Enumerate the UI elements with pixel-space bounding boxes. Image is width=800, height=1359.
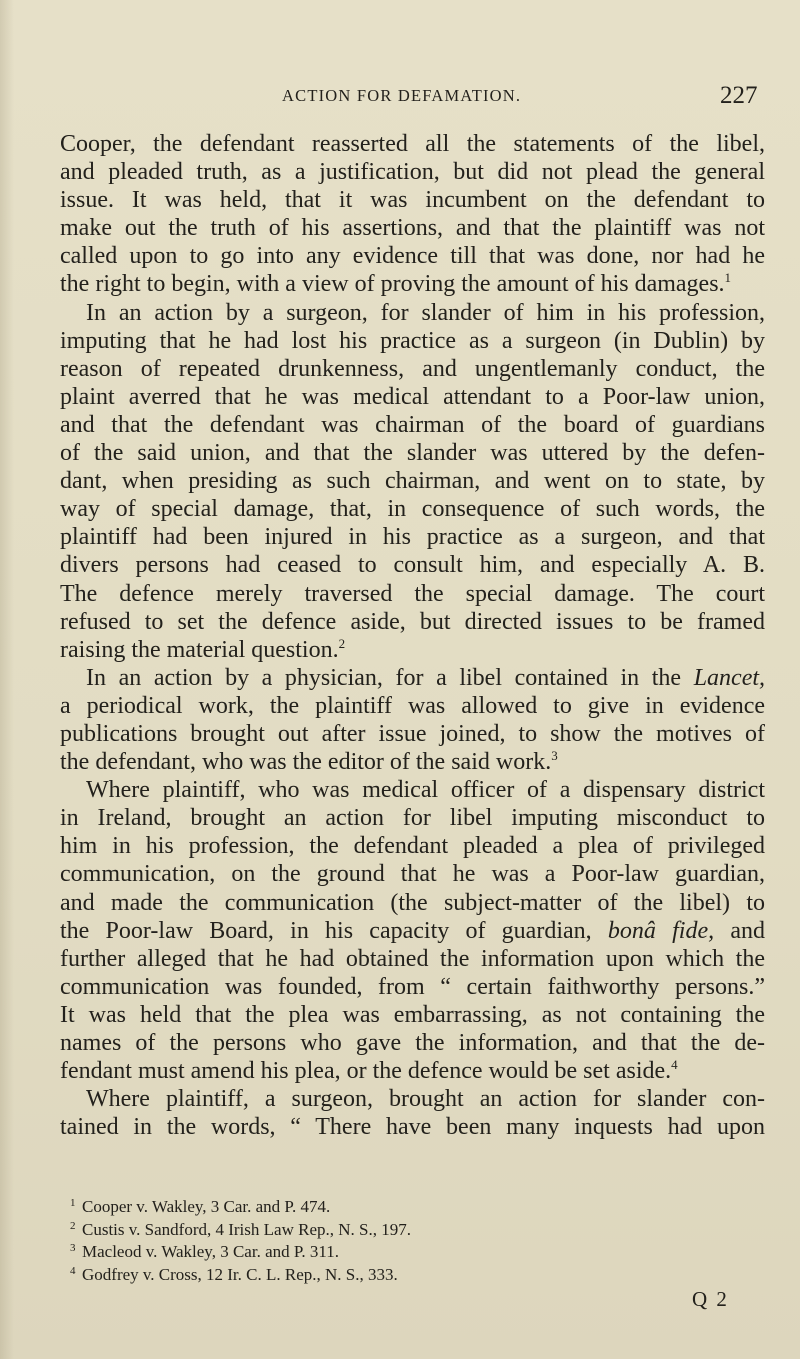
body-text	[60, 130, 765, 1141]
text-run: the defendant, who was the editor of the said work.	[60, 749, 552, 776]
text-line: dant, when presiding as such chairman, and went on to state, by	[60, 468, 765, 495]
running-title: ACTION FOR DEFAMATION.	[282, 86, 522, 105]
text-line: and that the defendant was chairman of the board of guardians	[60, 411, 765, 438]
text-line: way of special damage, that, in consequence of such words, the	[60, 496, 765, 523]
text-line	[60, 748, 765, 776]
text-run: In an action by a physician, for a libel contained in the	[86, 664, 682, 691]
footnote	[60, 1264, 765, 1287]
italic-title: Lancet,	[693, 664, 766, 691]
text-line: Where plaintiff, who was medical officer of a dispensary district	[86, 777, 765, 804]
footnote-ref[interactable]: 4	[671, 1057, 678, 1073]
footnote-text: Custis v. Sandford, 4 Irish Law Rep., N. S., 197.	[82, 1219, 411, 1239]
page-number: 227	[720, 82, 758, 109]
text-run: and	[730, 917, 765, 944]
text-line: It was held that the plea was embarrassing, as not containing the	[60, 1001, 765, 1028]
footnote-text: Macleod v. Wakley, 3 Car. and P. 311.	[82, 1242, 340, 1261]
italic-phrase: bonâ fide,	[607, 917, 715, 944]
running-head	[0, 82, 800, 116]
footnote-number: 1	[70, 1197, 76, 1209]
text-line: reason of repeated drunkenness, and ungentlemanly conduct, the	[60, 355, 765, 382]
text-line	[60, 270, 765, 298]
signature-mark: Q 2	[692, 1287, 729, 1311]
footnote-number: 4	[70, 1264, 76, 1277]
text-line: and made the communication (the subject-matter of the libel) to	[60, 889, 765, 916]
footnote-text: Godfrey v. Cross, 12 Ir. C. L. Rep., N. S., 333.	[82, 1264, 398, 1284]
text-run: fendant must amend his plea, or the defence would be set aside.	[60, 1058, 672, 1085]
text-run: raising the material question.	[60, 636, 339, 663]
footnote	[60, 1196, 765, 1219]
text-line: issue. It was held, that it was incumbent on the defendant to	[60, 187, 765, 214]
text-line	[60, 917, 765, 945]
text-line: communication was founded, from “ certain faithworthy persons.”	[60, 973, 765, 1000]
footnote	[60, 1241, 765, 1264]
text-line: imputing that he had lost his practice as a surgeon (in Dublin) by	[60, 327, 765, 354]
text-line	[60, 664, 765, 692]
text-run: the Poor-law Board, in his capacity of guardian,	[60, 917, 592, 944]
text-line: him in his profession, the defendant pleaded a plea of privileged	[60, 833, 765, 860]
text-line: make out the truth of his assertions, and that the plaintiff was not	[60, 215, 765, 242]
text-line: divers persons had ceased to consult him, and especially A. B.	[60, 552, 765, 579]
text-line: communication, on the ground that he was a Poor-law guardian,	[60, 861, 765, 888]
text-line: in Ireland, brought an action for libel imputing misconduct to	[60, 805, 765, 832]
text-line: The defence merely traversed the special damage. The court	[60, 580, 765, 607]
text-line	[60, 636, 765, 664]
text-line: further alleged that he had obtained the information upon which the	[60, 945, 765, 972]
footnote-ref[interactable]: 1	[724, 270, 732, 286]
text-line: Where plaintiff, a surgeon, brought an action for slander con-	[86, 1086, 765, 1113]
text-line: refused to set the defence aside, but directed issues to be framed	[60, 608, 765, 635]
footnote-number: 2	[70, 1219, 76, 1232]
footnote-ref[interactable]: 2	[338, 635, 346, 651]
footnote-number: 3	[70, 1242, 76, 1254]
text-line: a periodical work, the plaintiff was allowed to give in evidence	[60, 692, 765, 719]
text-line: plaint averred that he was medical attendant to a Poor-law union,	[60, 383, 765, 410]
text-line: names of the persons who gave the information, and that the de-	[60, 1030, 765, 1056]
text-line: plaintiff had been injured in his practice as a surgeon, and that	[60, 524, 765, 551]
text-line: tained in the words, “ There have been many inquests had upon	[60, 1114, 765, 1141]
text-line: publications brought out after issue joined, to show the motives of	[60, 720, 765, 747]
text-line	[60, 1057, 765, 1085]
text-line: and pleaded truth, as a justification, but did not plead the general	[60, 159, 765, 186]
text-line: In an action by a surgeon, for slander of him in his profession,	[86, 299, 765, 326]
text-line: Cooper, the defendant reasserted all the statements of the libel,	[60, 131, 765, 157]
footnote-text: Cooper v. Wakley, 3 Car. and P. 474.	[82, 1197, 331, 1216]
text-line: of the said union, and that the slander was uttered by the defen-	[60, 440, 765, 467]
footnote-ref[interactable]: 3	[551, 748, 558, 764]
text-line: called upon to go into any evidence till that was done, nor had he	[60, 243, 765, 270]
text-run: the right to begin, with a view of proving the amount of his damages.	[60, 271, 725, 298]
footnote	[60, 1219, 765, 1242]
footnotes	[60, 1196, 765, 1286]
